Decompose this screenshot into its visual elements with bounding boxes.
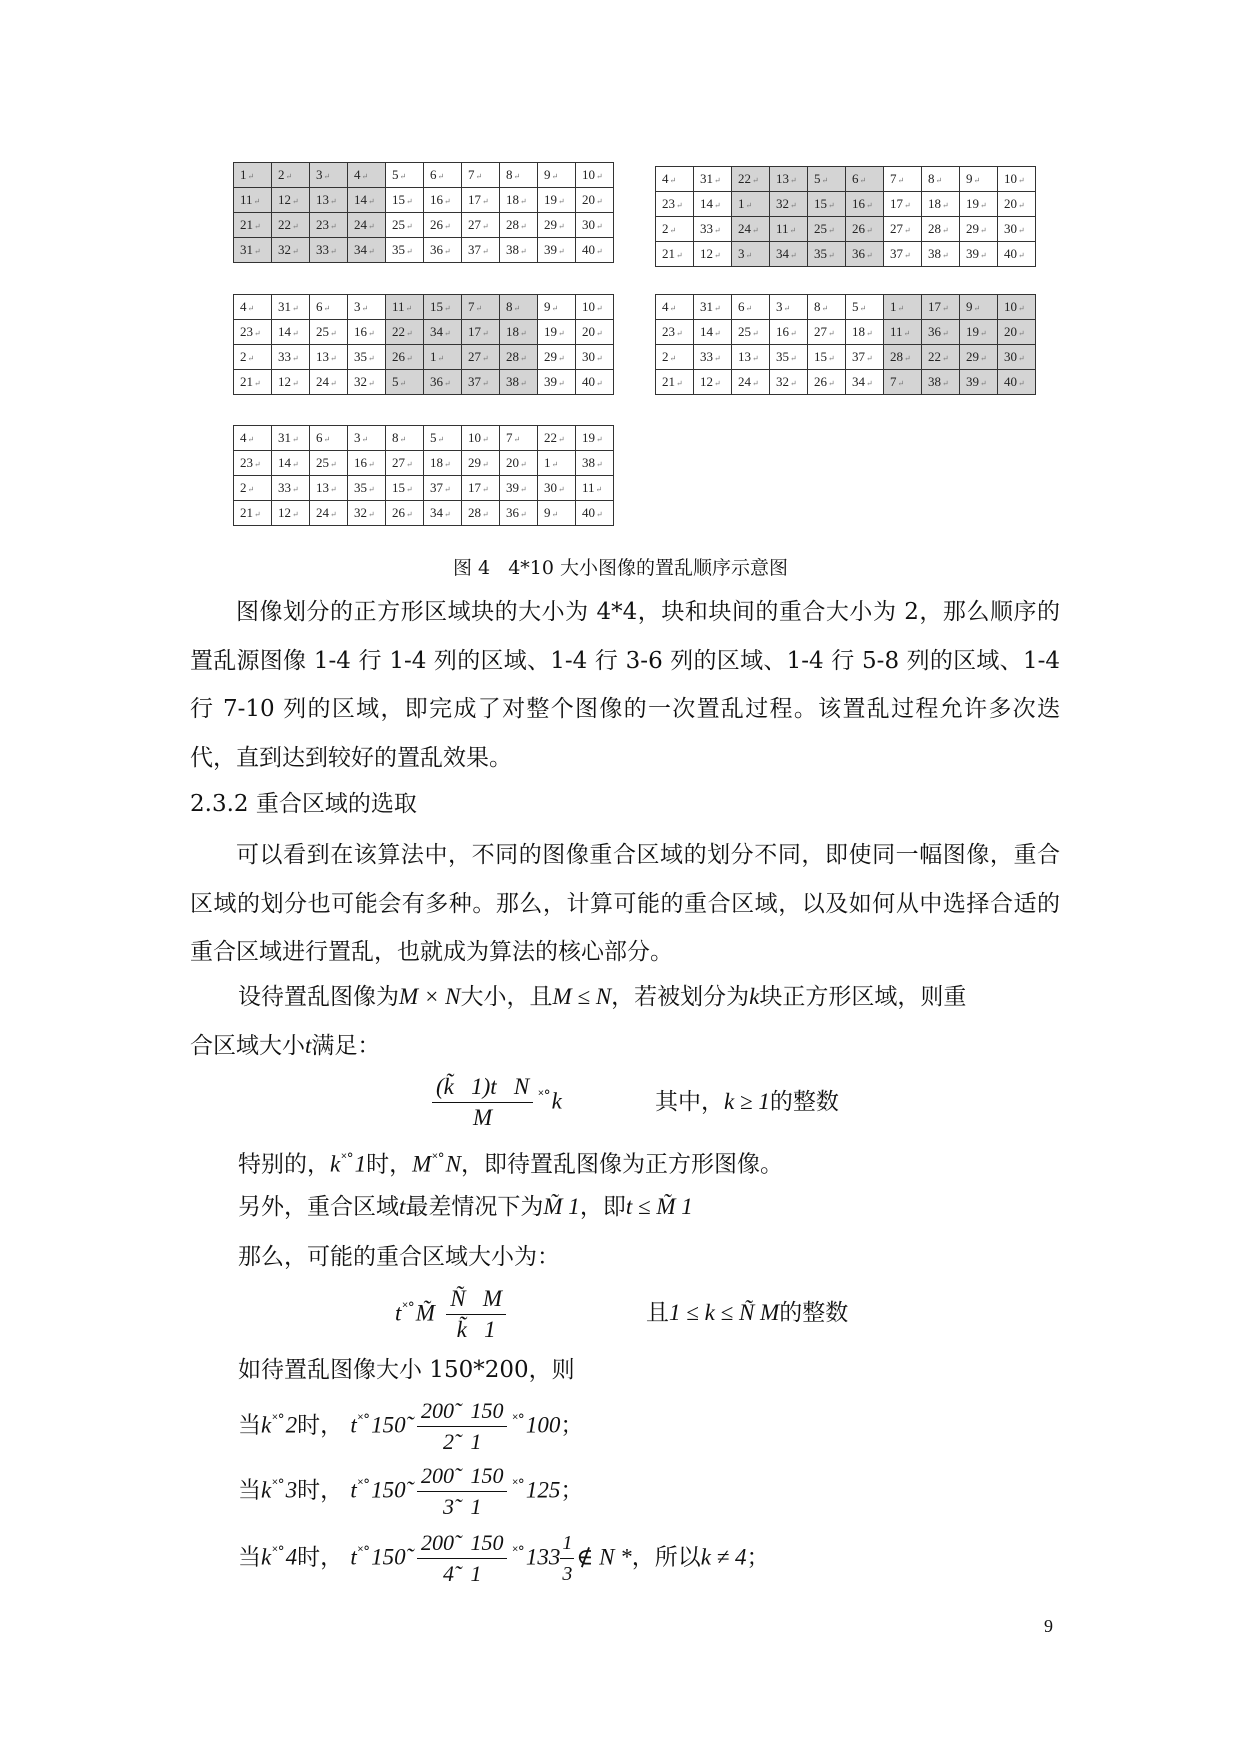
grid-cell: 29 ↵ (538, 345, 576, 370)
grid-cell: 31 ↵ (272, 426, 310, 451)
grid-row (656, 345, 1036, 370)
broken-glyph-icon: ˟° (357, 1411, 371, 1428)
grid-cell: 24 ↵ (310, 501, 348, 526)
grid-cell: 24 ↵ (348, 213, 386, 238)
grid-cell: 15 ↵ (808, 345, 846, 370)
grid-cell: 4 ↵ (656, 167, 694, 192)
grid-cell: 20 ↵ (576, 188, 614, 213)
grid-cell: 18 ↵ (846, 320, 884, 345)
grid-cell: 28 ↵ (462, 501, 500, 526)
grid-cell: 19 ↵ (576, 426, 614, 451)
grid-cell: 39 ↵ (960, 370, 998, 395)
grid-row (234, 476, 614, 501)
grid-cell: 9 ↵ (960, 295, 998, 320)
broken-glyph-icon: ˟° (357, 1543, 371, 1560)
grid-cell: 35 ↵ (348, 345, 386, 370)
grid-cell: 2 ↵ (656, 345, 694, 370)
grid-row (234, 238, 614, 263)
grid-cell: 8 ↵ (808, 295, 846, 320)
grid-cell: 36 ↵ (424, 238, 462, 263)
grid-cell: 28 ↵ (884, 345, 922, 370)
grid-cell: 34 ↵ (770, 242, 808, 267)
grid-cell: 12 ↵ (272, 501, 310, 526)
grid-cell: 19 ↵ (538, 320, 576, 345)
grid-cell: 3 ↵ (732, 242, 770, 267)
grid-cell: 40 ↵ (576, 501, 614, 526)
grid-cell: 4 ↵ (234, 295, 272, 320)
broken-glyph-icon: ˟° (538, 1087, 551, 1104)
grid-cell: 34 ↵ (424, 320, 462, 345)
grid-cell: 4 ↵ (348, 163, 386, 188)
grid-cell: 6 ↵ (310, 295, 348, 320)
grid-row (234, 370, 614, 395)
grid-cell: 14 ↵ (694, 192, 732, 217)
grid-cell: 38 ↵ (922, 242, 960, 267)
grid-cell: 9 ↵ (960, 167, 998, 192)
case-k-2: 当k˟°2时， t˟°150̃ $\frac{200̃ 150}{2̃ 1}$ ˟°100； (238, 1396, 583, 1457)
grid-cell: 25 ↵ (386, 213, 424, 238)
grid-cell: 17 ↵ (922, 295, 960, 320)
grid-cell: 11 ↵ (234, 188, 272, 213)
grid-cell: 26 ↵ (808, 370, 846, 395)
grid-cell: 8 ↵ (500, 295, 538, 320)
broken-glyph-icon: ˟° (341, 1151, 354, 1167)
grid-cell: 13 ↵ (732, 345, 770, 370)
paragraph-2: 可以看到在该算法中，不同的图像重合区域的划分不同，即使同一幅图像，重合区域的划分也可能会有多种。那么，计算可能的重合区域，以及如何从中选择合适的重合区域进行置乱，也就成为算法的核心部分。 (190, 842, 1060, 965)
grid-cell: 6 ↵ (424, 163, 462, 188)
grid-cell: 39 ↵ (538, 238, 576, 263)
grid-cell: 40 ↵ (576, 370, 614, 395)
grid-cell: 10 ↵ (998, 295, 1036, 320)
grid-cell: 28 ↵ (500, 213, 538, 238)
grid-cell: 21 ↵ (656, 242, 694, 267)
paragraph-3-line-1: 设待置乱图像为M × N大小，且M ≤ N，若被划分为k块正方形区域，则重 (238, 984, 967, 1010)
grid-cell: 32 ↵ (348, 370, 386, 395)
grid-cell: 23 ↵ (656, 320, 694, 345)
grid-cell: 21 ↵ (234, 213, 272, 238)
grid-cell: 3 ↵ (770, 295, 808, 320)
grid-cell: 6 ↵ (310, 426, 348, 451)
case-k-3-fraction: $\frac{200̃ 150}{3̃ 1}$ (417, 1461, 508, 1522)
grid-cell: 7 ↵ (884, 167, 922, 192)
grid-cell: 32 ↵ (348, 501, 386, 526)
grid-cell: 24 ↵ (732, 370, 770, 395)
grid-cell: 3 ↵ (348, 426, 386, 451)
grid-cell: 24 ↵ (310, 370, 348, 395)
grid-cell: 23 ↵ (234, 320, 272, 345)
grid-cell: 30 ↵ (576, 213, 614, 238)
grid-cell: 16 ↵ (348, 451, 386, 476)
grid-cell: 22 ↵ (272, 213, 310, 238)
grid-cell: 26 ↵ (424, 213, 462, 238)
grid-cell: 37 ↵ (462, 238, 500, 263)
grid-cell: 4 ↵ (234, 426, 272, 451)
equation-1-fraction: $\frac{\text{(k̃ 1)t N}}{M}$ (432, 1072, 533, 1133)
grid-cell: 11 ↵ (884, 320, 922, 345)
grid-cell: 36 ↵ (424, 370, 462, 395)
grid-cell: 5 ↵ (424, 426, 462, 451)
grid-cell: 39 ↵ (500, 476, 538, 501)
grid-row (234, 213, 614, 238)
grid-cell: 33 ↵ (272, 345, 310, 370)
grid-cell: 27 ↵ (386, 451, 424, 476)
grid-row (656, 167, 1036, 192)
paragraph-3-line-2: 合区域大小t满足： (190, 1033, 381, 1059)
grid-cell: 2 ↵ (656, 217, 694, 242)
grid-row (656, 295, 1036, 320)
grid-cell: 34 ↵ (424, 501, 462, 526)
grid-cell: 20 ↵ (998, 192, 1036, 217)
grid-cell: 17 ↵ (462, 188, 500, 213)
grid-cell: 31 ↵ (694, 167, 732, 192)
grid-cell: 39 ↵ (538, 370, 576, 395)
grid-cell: 22 ↵ (922, 345, 960, 370)
grid-cell: 7 ↵ (462, 295, 500, 320)
grid-cell: 38 ↵ (922, 370, 960, 395)
broken-glyph-icon: ˟° (512, 1476, 525, 1493)
grid-cell: 4 ↵ (656, 295, 694, 320)
grid-cell: 12 ↵ (694, 242, 732, 267)
grid-cell: 11 ↵ (576, 476, 614, 501)
grid-cell: 12 ↵ (272, 188, 310, 213)
grid-cell: 16 ↵ (846, 192, 884, 217)
grid-cell: 29 ↵ (960, 345, 998, 370)
grid-cell: 32 ↵ (770, 192, 808, 217)
grid-cell: 20 ↵ (500, 451, 538, 476)
grid-cell: 22 ↵ (732, 167, 770, 192)
grid-cell: 34 ↵ (348, 238, 386, 263)
grid-cell: 2 ↵ (234, 476, 272, 501)
grid-cell: 37 ↵ (884, 242, 922, 267)
grid-cell: 25 ↵ (732, 320, 770, 345)
grid-cell: 10 ↵ (576, 163, 614, 188)
broken-glyph-icon: ˟° (272, 1543, 285, 1560)
grid-step-4 (655, 294, 1036, 395)
grid-cell: 16 ↵ (770, 320, 808, 345)
grid-cell: 13 ↵ (310, 188, 348, 213)
grid-step-1 (233, 162, 614, 263)
broken-glyph-icon: ˟° (272, 1476, 285, 1493)
grid-cell: 9 ↵ (538, 501, 576, 526)
grid-cell: 37 ↵ (846, 345, 884, 370)
grid-cell: 31 ↵ (694, 295, 732, 320)
grid-row (234, 345, 614, 370)
grid-cell: 31 ↵ (234, 238, 272, 263)
grid-cell: 1 ↵ (234, 163, 272, 188)
grid-cell: 5 ↵ (808, 167, 846, 192)
grid-cell: 21 ↵ (234, 501, 272, 526)
grid-cell: 18 ↵ (500, 320, 538, 345)
section-heading: 2.3.2 重合区域的选取 (190, 791, 417, 817)
grid-cell: 36 ↵ (500, 501, 538, 526)
grid-cell: 19 ↵ (538, 188, 576, 213)
grid-cell: 27 ↵ (884, 217, 922, 242)
grid-cell: 36 ↵ (922, 320, 960, 345)
grid-cell: 28 ↵ (922, 217, 960, 242)
grid-cell: 6 ↵ (732, 295, 770, 320)
grid-cell: 27 ↵ (462, 213, 500, 238)
grid-cell: 24 ↵ (732, 217, 770, 242)
grid-step-3 (233, 294, 614, 395)
grid-cell: 25 ↵ (310, 320, 348, 345)
grid-cell: 35 ↵ (770, 345, 808, 370)
grid-cell: 30 ↵ (998, 345, 1036, 370)
grid-cell: 35 ↵ (808, 242, 846, 267)
grid-cell: 3 ↵ (348, 295, 386, 320)
grid-cell: 20 ↵ (576, 320, 614, 345)
broken-glyph-icon: ˟° (357, 1476, 371, 1493)
grid-cell: 17 ↵ (462, 320, 500, 345)
grid-cell: 1 ↵ (538, 451, 576, 476)
broken-glyph-icon: ˟° (512, 1543, 525, 1560)
case-k-4: 当k˟°4时， t˟°150̃ $\frac{200̃ 150}{4̃ 1}$ ˟°133 $\frac{1}{3}$ ∉ N *，所以k ≠ 4； (238, 1528, 770, 1589)
case-k-2-fraction: $\frac{200̃ 150}{2̃ 1}$ (417, 1396, 508, 1457)
grid-row (234, 501, 614, 526)
broken-glyph-icon: ˟° (432, 1151, 445, 1167)
grid-cell: 31 ↵ (272, 295, 310, 320)
grid-cell: 18 ↵ (922, 192, 960, 217)
grid-cell: 7 ↵ (884, 370, 922, 395)
grid-cell: 2 ↵ (272, 163, 310, 188)
grid-cell: 33 ↵ (310, 238, 348, 263)
grid-cell: 30 ↵ (998, 217, 1036, 242)
case-k-3: 当k˟°3时， t˟°150̃ $\frac{200̃ 150}{3̃ 1}$ ˟°125； (238, 1461, 583, 1522)
figure-caption: 图 4 4*10 大小图像的置乱顺序示意图 (452, 557, 789, 579)
grid-cell: 36 ↵ (846, 242, 884, 267)
grid-cell: 20 ↵ (998, 320, 1036, 345)
grid-cell: 25 ↵ (310, 451, 348, 476)
statement-example: 如待置乱图像大小 150*200，则 (238, 1357, 575, 1383)
grid-row (234, 188, 614, 213)
grid-cell: 15 ↵ (424, 295, 462, 320)
grid-cell: 30 ↵ (538, 476, 576, 501)
grid-cell: 1 ↵ (424, 345, 462, 370)
grid-cell: 29 ↵ (462, 451, 500, 476)
grid-row (234, 295, 614, 320)
grid-cell: 22 ↵ (538, 426, 576, 451)
broken-glyph-icon: ˟° (272, 1411, 285, 1428)
equation-1-condition: 其中，k ≥ 1的整数 (655, 1089, 839, 1115)
grid-cell: 32 ↵ (272, 238, 310, 263)
grid-cell: 23 ↵ (310, 213, 348, 238)
broken-glyph-icon: ˟° (512, 1411, 525, 1428)
grid-cell: 13 ↵ (770, 167, 808, 192)
grid-cell: 21 ↵ (234, 370, 272, 395)
grid-cell: 17 ↵ (462, 476, 500, 501)
grid-cell: 7 ↵ (462, 163, 500, 188)
grid-cell: 9 ↵ (538, 163, 576, 188)
grid-cell: 10 ↵ (462, 426, 500, 451)
grid-cell: 12 ↵ (694, 370, 732, 395)
grid-row (656, 320, 1036, 345)
grid-cell: 16 ↵ (424, 188, 462, 213)
grid-cell: 10 ↵ (576, 295, 614, 320)
grid-row (656, 242, 1036, 267)
grid-row (234, 163, 614, 188)
mixed-fraction: $\frac{1}{3}$ (560, 1528, 574, 1589)
grid-cell: 23 ↵ (656, 192, 694, 217)
grid-cell: 17 ↵ (884, 192, 922, 217)
grid-cell: 15 ↵ (386, 476, 424, 501)
grid-cell: 5 ↵ (386, 163, 424, 188)
statement-worst-case: 另外，重合区域t最差情况下为M̃ 1，即t ≤ M̃ 1 (238, 1194, 693, 1220)
grid-cell: 13 ↵ (310, 476, 348, 501)
equation-2-condition: 且1 ≤ k ≤ Ñ M的整数 (646, 1300, 849, 1326)
grid-cell: 29 ↵ (960, 217, 998, 242)
grid-cell: 1 ↵ (732, 192, 770, 217)
grid-cell: 6 ↵ (846, 167, 884, 192)
grid-cell: 38 ↵ (576, 451, 614, 476)
grid-cell: 21 ↵ (656, 370, 694, 395)
grid-cell: 29 ↵ (538, 213, 576, 238)
grid-cell: 33 ↵ (694, 217, 732, 242)
grid-cell: 16 ↵ (348, 320, 386, 345)
grid-cell: 11 ↵ (386, 295, 424, 320)
statement-special-case: 特别的，k˟°1时，M˟°N，即待置乱图像为正方形图像。 (238, 1151, 783, 1178)
grid-cell: 15 ↵ (386, 188, 424, 213)
grid-cell: 8 ↵ (500, 163, 538, 188)
grid-cell: 26 ↵ (386, 501, 424, 526)
grid-cell: 12 ↵ (272, 370, 310, 395)
grid-cell: 27 ↵ (808, 320, 846, 345)
equation-1: $\frac{\text{(k̃ 1)t N}}{M}$ ˟°k (428, 1072, 562, 1133)
grid-cell: 34 ↵ (846, 370, 884, 395)
grid-row (656, 370, 1036, 395)
grid-cell: 33 ↵ (694, 345, 732, 370)
grid-cell: 10 ↵ (998, 167, 1036, 192)
grid-cell: 30 ↵ (576, 345, 614, 370)
grid-cell: 5 ↵ (846, 295, 884, 320)
grid-row (234, 426, 614, 451)
grid-cell: 11 ↵ (770, 217, 808, 242)
grid-cell: 2 ↵ (234, 345, 272, 370)
paragraph-1: 图像划分的正方形区域块的大小为 4*4，块和块间的重合大小为 2，那么顺序的置乱源图像 1-4 行 1-4 列的区域、1-4 行 3-6 列的区域、1-4 行 5-8 列的区域、1-4 行 7-10 列的区域，即完成了对整个图像的一次置乱过程。该置乱过程允许多次迭代，直到达到较好的置乱效果。 (190, 599, 1060, 771)
grid-cell: 5 ↵ (386, 370, 424, 395)
grid-cell: 18 ↵ (500, 188, 538, 213)
grid-cell: 14 ↵ (272, 451, 310, 476)
grid-step-2 (655, 166, 1036, 267)
grid-cell: 18 ↵ (424, 451, 462, 476)
grid-row (234, 320, 614, 345)
page-number: 9 (1044, 1616, 1053, 1636)
grid-cell: 38 ↵ (500, 370, 538, 395)
grid-cell: 35 ↵ (348, 476, 386, 501)
grid-row (656, 192, 1036, 217)
grid-cell: 40 ↵ (998, 370, 1036, 395)
grid-cell: 8 ↵ (922, 167, 960, 192)
grid-step-5 (233, 425, 614, 526)
grid-cell: 22 ↵ (386, 320, 424, 345)
grid-cell: 14 ↵ (694, 320, 732, 345)
grid-cell: 14 ↵ (272, 320, 310, 345)
grid-cell: 23 ↵ (234, 451, 272, 476)
grid-cell: 26 ↵ (846, 217, 884, 242)
equation-2-fraction: $\frac{\text{Ñ M}}{k̃ 1}$ (446, 1284, 506, 1345)
grid-cell: 39 ↵ (960, 242, 998, 267)
grid-cell: 14 ↵ (348, 188, 386, 213)
broken-glyph-icon: ˟° (402, 1299, 415, 1316)
grid-row (234, 451, 614, 476)
grid-cell: 37 ↵ (462, 370, 500, 395)
grid-cell: 35 ↵ (386, 238, 424, 263)
grid-cell: 19 ↵ (960, 192, 998, 217)
grid-cell: 40 ↵ (998, 242, 1036, 267)
grid-cell: 32 ↵ (770, 370, 808, 395)
grid-cell: 27 ↵ (462, 345, 500, 370)
grid-cell: 13 ↵ (310, 345, 348, 370)
statement-possible-size: 那么，可能的重合区域大小为： (238, 1244, 560, 1270)
grid-cell: 15 ↵ (808, 192, 846, 217)
grid-cell: 7 ↵ (500, 426, 538, 451)
grid-cell: 33 ↵ (272, 476, 310, 501)
grid-cell: 8 ↵ (386, 426, 424, 451)
grid-cell: 28 ↵ (500, 345, 538, 370)
grid-cell: 3 ↵ (310, 163, 348, 188)
grid-cell: 38 ↵ (500, 238, 538, 263)
grid-cell: 9 ↵ (538, 295, 576, 320)
grid-cell: 25 ↵ (808, 217, 846, 242)
grid-cell: 37 ↵ (424, 476, 462, 501)
grid-cell: 26 ↵ (386, 345, 424, 370)
grid-cell: 40 ↵ (576, 238, 614, 263)
equation-2: t˟°M̃ $\frac{\text{Ñ M}}{k̃ 1}$ (395, 1284, 510, 1345)
grid-row (656, 217, 1036, 242)
grid-cell: 19 ↵ (960, 320, 998, 345)
grid-cell: 1 ↵ (884, 295, 922, 320)
case-k-4-fraction: $\frac{200̃ 150}{4̃ 1}$ (417, 1528, 508, 1589)
